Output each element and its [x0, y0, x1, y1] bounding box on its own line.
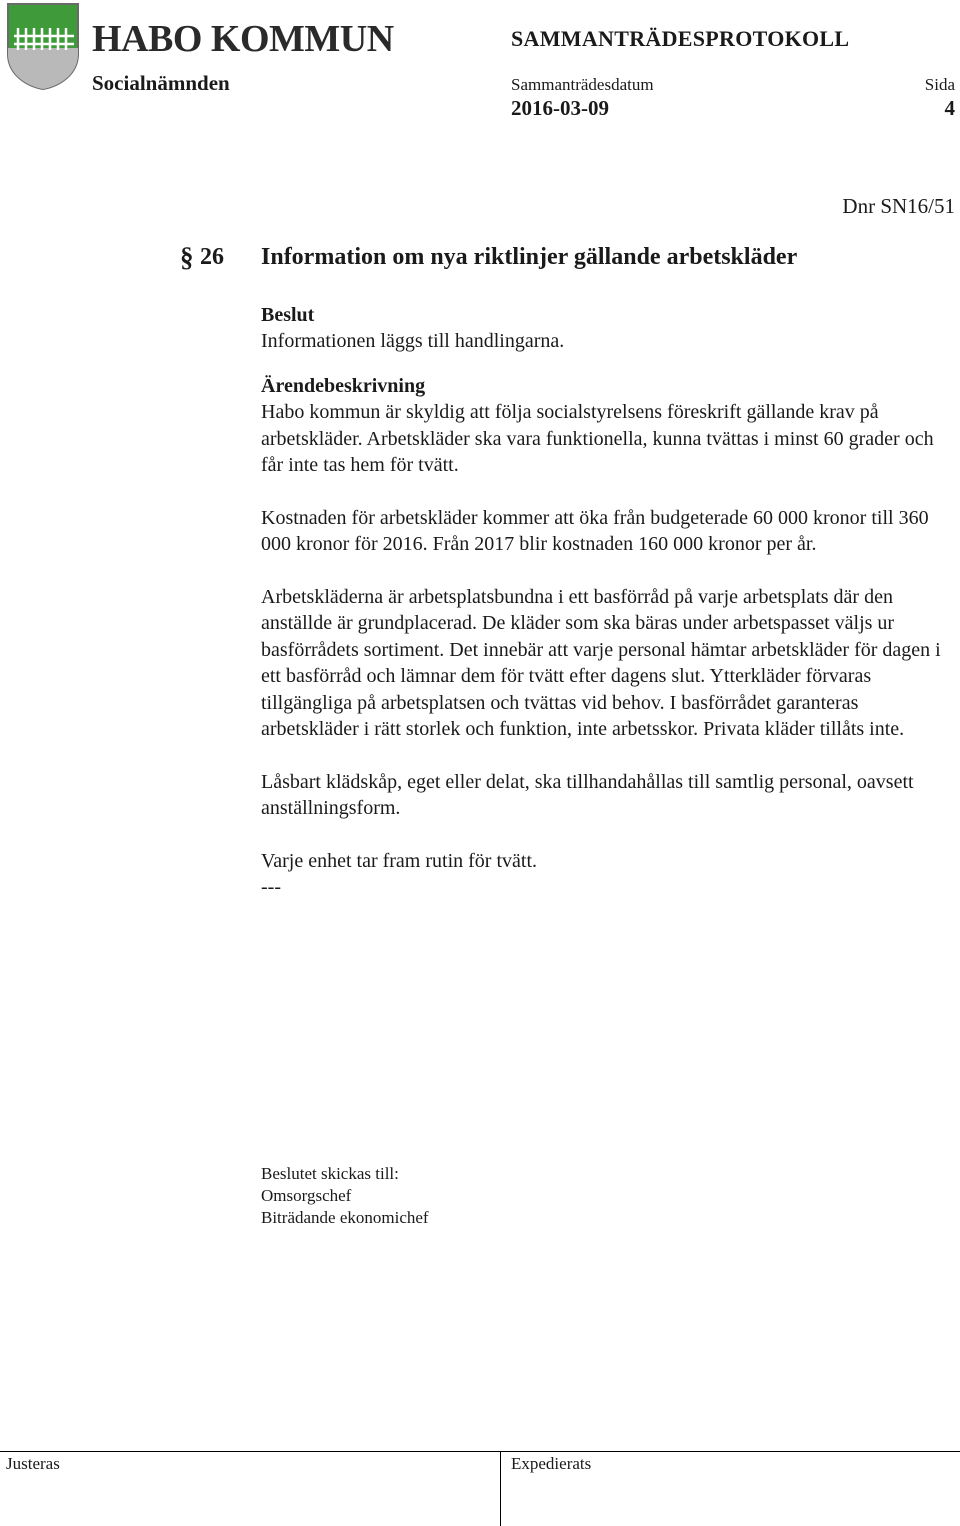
- recipient-item: Omsorgschef: [261, 1186, 352, 1205]
- section-title: Information om nya riktlinjer gällande arbetskläder: [261, 244, 798, 270]
- recipient-item: Biträdande ekonomichef: [261, 1208, 429, 1227]
- footer-column-divider: [500, 1451, 501, 1526]
- separator: ---: [261, 876, 281, 899]
- description-paragraph-2: Kostnaden för arbetskläder kommer att öka från budgeterade 60 000 kronor till 360 000 kronor för 2016. Från 2017 blir kostnaden 160 000 kronor per år.: [261, 506, 929, 556]
- footer-divider: [0, 1451, 960, 1452]
- page-label: Sida: [924, 75, 955, 94]
- habo-kommun-logo-icon: [6, 2, 80, 90]
- case-number: Dnr SN16/51: [842, 194, 955, 218]
- meeting-date-label: Sammanträdesdatum: [511, 75, 654, 94]
- decision-heading: Beslut: [261, 304, 315, 326]
- description-heading: Ärendebeskrivning: [261, 374, 426, 397]
- description-paragraph-3: Arbetskläderna är arbetsplatsbundna i ett basförråd på varje arbetsplats där den anställde är grundplacerad. De kläder som ska bäras under arbetspasset väljs ur basförrådets sortiment. Det innebär att varje personal hämtar arbetskläder för dagen i ett basförråd och lämnar dem för tvätt efter dagens slut. Ytterkläder förvaras tillgängliga på arbetsplatsen och tvättas vid behov. I basförrådet garanteras arbetskläder i rätt storlek och funktion, inte arbetsskor. Privata kläder tillåts inte.: [261, 586, 941, 741]
- recipients-label: Beslutet skickas till:: [261, 1164, 399, 1183]
- footer-justeras-label: Justeras: [6, 1454, 60, 1473]
- description-paragraph-5: Varje enhet tar fram rutin för tvätt.: [261, 850, 537, 873]
- document-body: [261, 302, 958, 901]
- decision-text: Informationen läggs till handlingarna.: [261, 330, 565, 353]
- description-paragraph-1: Habo kommun är skyldig att följa socialstyrelsens föreskrift gällande krav på arbetskläder. Arbetskläder ska vara funktionella, kunna tvättas i minst 60 grader och får inte tas hem för tvätt.: [261, 401, 934, 477]
- protocol-title: SAMMANTRÄDESPROTOKOLL: [511, 26, 850, 51]
- committee-name: Socialnämnden: [92, 71, 230, 95]
- section-number: 26: [200, 244, 224, 270]
- org-name: HABO KOMMUN: [92, 18, 394, 60]
- footer-expedierats-label: Expedierats: [511, 1454, 592, 1473]
- description-paragraph-4: Låsbart klädskåp, eget eller delat, ska tillhandahållas till samtlig personal, oavsett anställningsform.: [261, 770, 914, 820]
- section-sign: §: [180, 242, 194, 272]
- recipients-block: [261, 1163, 429, 1229]
- page-number: 4: [944, 96, 955, 120]
- meeting-date-value: 2016-03-09: [511, 96, 609, 120]
